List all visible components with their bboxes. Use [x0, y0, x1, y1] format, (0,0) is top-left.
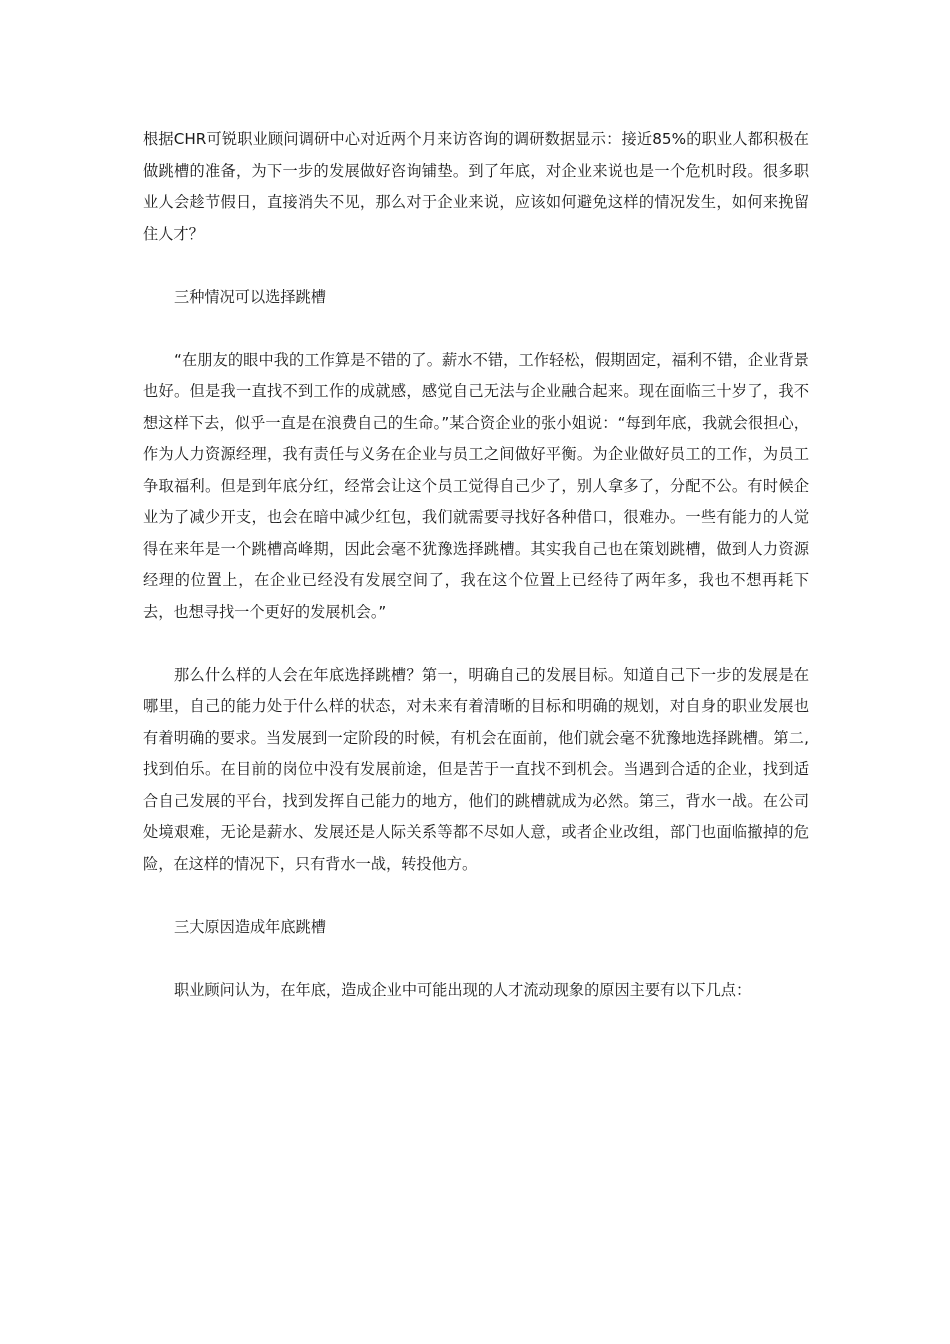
quote-paragraph: “在朋友的眼中我的工作算是不错的了。薪水不错，工作轻松，假期固定，福利不错，企业背景也好。但是我一直找不到工作的成就感，感觉自己无法与企业融合起来。现在面临三十岁了，我不想这样下去，似乎一直是在浪费自己的生命。”某合资企业的张小姐说：“每到年底，我就会很担心，作为人力资源经理，我有责任与义务在企业与员工之间做好平衡。为企业做好员工的工作，为员工争取福利。但是到年底分红，经常会让这个员工觉得自己少了，别人拿多了，分配不公。有时候企业为了减少开支，也会在暗中减少红包，我们就需要寻找好各种借口，很难办。一些有能力的人觉得在来年是一个跳槽高峰期，因此会毫不犹豫选择跳槽。其实我自己也在策划跳槽，做到人力资源经理的位置上，在企业已经没有发展空间了，我在这个位置上已经待了两年多，我也不想再耗下去，也想寻找一个更好的发展机会。” — [143, 350, 809, 621]
section-heading-three-reasons: 三大原因造成年底跳槽 — [174, 917, 326, 936]
intro-paragraph: 根据CHR可锐职业顾问调研中心对近两个月来访咨询的调研数据显示：接近85%的职业人都积极在做跳槽的准备，为下一步的发展做好咨询铺垫。到了年底，对企业来说也是一个危机时段。很多职业人会趁节假日，直接消失不见，那么对于企业来说，应该如何避免这样的情况发生，如何来挽留住人才？ — [143, 130, 809, 243]
document-body — [143, 124, 809, 1006]
section-heading-three-situations: 三种情况可以选择跳槽 — [174, 287, 326, 306]
reasons-intro-paragraph: 职业顾问认为，在年底，造成企业中可能出现的人才流动现象的原因主要有以下几点： — [174, 980, 752, 999]
who-jumps-paragraph: 那么什么样的人会在年底选择跳槽？第一，明确自己的发展目标。知道自己下一步的发展是在哪里，自己的能力处于什么样的状态，对未来有着清晰的目标和明确的规划，对自身的职业发展也有着明确的要求。当发展到一定阶段的时候，有机会在面前，他们就会毫不犹豫地选择跳槽。第二,找到伯乐。在目前的岗位中没有发展前途，但是苦于一直找不到机会。当遇到合适的企业，找到适合自己发展的平台，找到发挥自己能力的地方，他们的跳槽就成为必然。第三，背水一战。在公司处境艰难，无论是薪水、发展还是人际关系等都不尽如人意，或者企业改组，部门也面临撤掉的危险，在这样的情况下，只有背水一战，转投他方。 — [143, 665, 809, 873]
